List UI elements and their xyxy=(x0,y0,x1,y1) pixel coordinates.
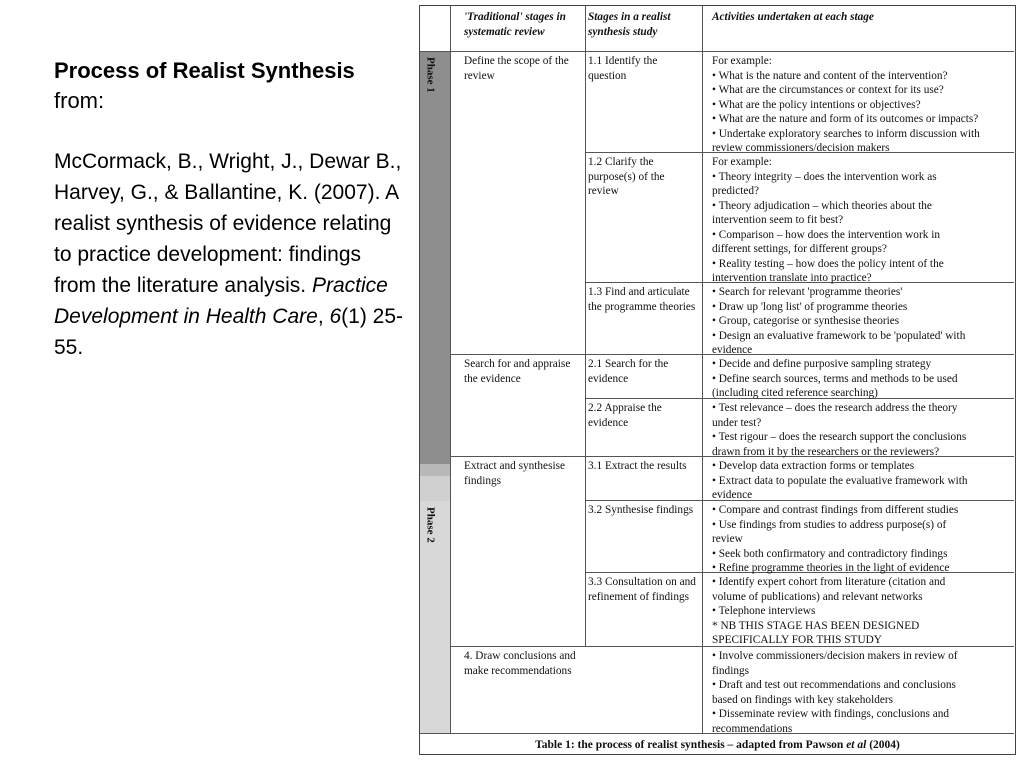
col-divider-1 xyxy=(450,6,451,733)
activities-3-3: • Identify expert cohort from literature (citation and volume of publications) and relevant networks • Telephone interviews * NB THIS STAGE HAS BEEN DESIGNED SPECIFICALLY FOR THIS STUDY xyxy=(712,576,946,646)
traditional-stage-2: Search for and appraise the evidence xyxy=(464,358,571,385)
activities-1-2: For example: • Theory integrity – does the intervention work as predicted? • Theory adjudication – which theories about the intervention seem to fit best? • Comparison – how does the intervention work in different settings, for different groups? • Reality testing – how does the policy intent of the intervention translate into practice? xyxy=(712,156,944,284)
traditional-stage-3: Extract and synthesise findings xyxy=(464,460,566,487)
col-divider-3 xyxy=(702,6,703,733)
header-traditional: 'Traditional' stages in systematic review xyxy=(464,11,566,38)
activities-4: • Involve commissioners/decision makers in review of findings • Draft and test out recommendations and conclusions based on findings with key stakeholders • Disseminate review with findings, conclusions and recommendations xyxy=(712,650,958,735)
citation-panel xyxy=(54,56,404,363)
traditional-stage-1: Define the scope of the review xyxy=(464,55,569,82)
activities-1-3: • Search for relevant 'programme theories' • Draw up 'long list' of programme theories • Group, categorise or synthesise theories • Design an evaluative framework to be 'populated' with evidence xyxy=(712,286,966,356)
activities-3-2: • Compare and contrast findings from different studies • Use findings from studies to address purpose(s) of review • Seek both confirmatory and contradictory findings • Refine programme theories in the light of evidence xyxy=(712,504,959,574)
journal-name: Practice Development in Health Care xyxy=(54,274,388,328)
realist-stage-1-3: 1.3 Find and articulate the programme theories xyxy=(588,286,696,313)
header-line xyxy=(420,51,1014,52)
phase-2-label: Phase 2 xyxy=(424,507,437,543)
activities-1-1: For example: • What is the nature and content of the intervention? • What are the circumstances or context for its use? • What are the policy intentions or objectives? • What are the nature and form of its outcomes or impacts? • Undertake exploratory searches to inform discussion with review commissioners/decision makers xyxy=(712,55,980,154)
table-caption xyxy=(420,738,1015,753)
page-title xyxy=(54,56,404,116)
realist-synthesis-table xyxy=(419,5,1016,755)
caption-et-al: et al xyxy=(846,739,867,751)
realist-stage-2-1: 2.1 Search for the evidence xyxy=(588,358,669,385)
title-from: from: xyxy=(54,88,105,113)
realist-stage-1-1: 1.1 Identify the question xyxy=(588,55,658,82)
activities-2-1: • Decide and define purposive sampling strategy • Define search sources, terms and methods to be used (including cited reference searching) xyxy=(712,358,958,399)
caption-text: Table 1: the process of realist synthesis – adapted from Pawson xyxy=(535,739,847,751)
phase-1-label: Phase 1 xyxy=(424,57,437,93)
header-realist: Stages in a realist synthesis study xyxy=(588,11,671,38)
citation-comma: , xyxy=(317,305,330,328)
reference-citation xyxy=(54,146,404,363)
phase-1-bar xyxy=(420,51,451,464)
phase-2-bar xyxy=(420,501,451,733)
header-activities: Activities undertaken at each stage xyxy=(712,11,874,23)
realist-stage-1-2: 1.2 Clarify the purpose(s) of the review xyxy=(588,156,665,197)
volume-number: 6 xyxy=(329,305,342,328)
phase-transition xyxy=(420,464,451,476)
phase-gap xyxy=(420,476,451,501)
realist-stage-2-2: 2.2 Appraise the evidence xyxy=(588,402,662,429)
realist-stage-3-1: 3.1 Extract the results xyxy=(588,460,687,472)
col-divider-2 xyxy=(585,6,586,646)
title-bold: Process of Realist Synthesis xyxy=(54,58,355,83)
caption-year: (2004) xyxy=(866,739,900,751)
traditional-stage-4: 4. Draw conclusions and make recommendations xyxy=(464,650,576,677)
activities-3-1: • Develop data extraction forms or templates • Extract data to populate the evaluative framework with evidence xyxy=(712,460,968,501)
citation-text: McCormack, B., Wright, J., Dewar B., Harvey, G., & Ballantine, K. (2007). A realist synthesis of evidence relating to practice development: findings from the literature analysis. xyxy=(54,150,402,297)
realist-stage-3-3: 3.3 Consultation on and refinement of findings xyxy=(588,576,696,603)
activities-2-2: • Test relevance – does the research address the theory under test? • Test rigour – does the research support the conclusions drawn from it by the researchers or the reviewers? xyxy=(712,402,967,458)
citation-issue-pages: (1) 25-55. xyxy=(54,305,404,359)
realist-stage-3-2: 3.2 Synthesise findings xyxy=(588,504,694,516)
